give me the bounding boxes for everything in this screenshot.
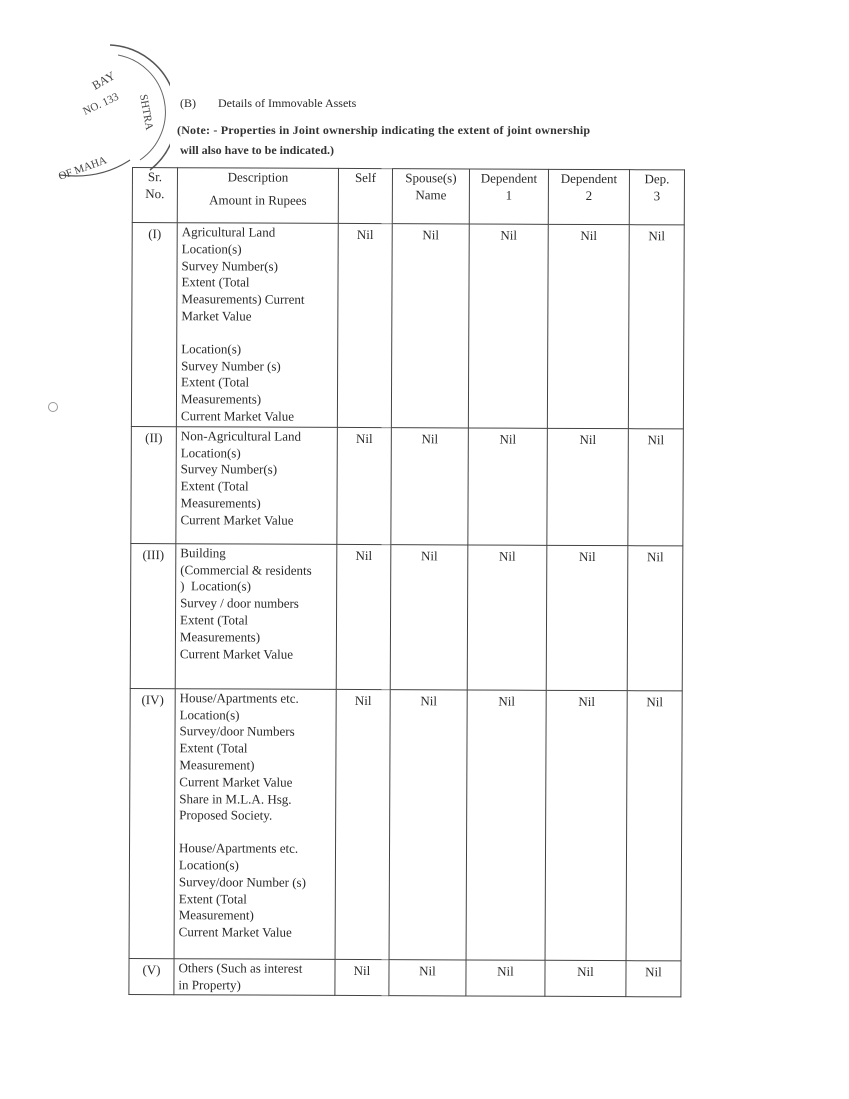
description-line: Survey / door numbers [180,595,299,611]
svg-text:NO. 133: NO. 133 [81,90,121,118]
description [176,426,338,544]
description-line: Current Market Value [180,408,295,424]
description-line: Extent (Total [178,890,247,907]
description [176,223,338,427]
description-line [181,325,333,342]
description-line: House/Apartments etc. [178,840,299,856]
description-line: in Property) [178,976,241,993]
description-line: Current Market Value [179,773,293,790]
value-cell: Nil [626,960,681,997]
value-cell: Nil [628,225,684,429]
description-line: Current Market Value [179,645,294,662]
value-cell: Nil [547,224,629,428]
col-sr: Sr. No. [132,168,177,223]
description-line: House/Apartments etc. [179,689,299,706]
value-cell: Nil [335,959,389,996]
sr-no: (III) [130,543,176,688]
description-line: Location(s) [179,706,240,723]
value-cell: Nil [547,428,629,545]
value-cell: Nil [626,690,682,960]
value-cell: Nil [337,223,392,427]
description-line: Survey Number (s) [181,357,281,374]
description-line: Extent (Total [181,274,250,290]
immovable-assets-table [128,167,685,998]
punch-hole-mark [48,402,58,412]
description [175,543,337,689]
description-line: Measurements) Current [181,291,305,307]
description-line: (Commercial & residents [180,561,312,578]
description-line: Survey/door Number (s) [178,873,307,890]
svg-text:OF MAHA: OF MAHA [56,154,109,183]
description-line: Survey Number(s) [180,461,278,477]
sr-no: (V) [129,958,174,995]
sr-no: (IV) [129,688,175,958]
table-row [130,543,683,690]
col-dependent-2: Dependent 2 [548,169,629,224]
description-line: Measurements) [180,495,261,511]
table-row [129,688,682,960]
description-line: Extent (Total [179,740,248,756]
col-spouse: Spouse(s) Name [392,169,469,224]
description-line: Others (Such as interest [178,959,303,976]
value-cell: Nil [337,427,392,544]
table-header-row [132,168,684,225]
col-description: Description Amount in Rupees [177,168,338,224]
description-line [179,824,331,841]
value-cell: Nil [390,544,468,689]
value-cell: Nil [545,690,627,960]
value-cell: Nil [389,959,466,996]
value-cell: Nil [466,690,546,960]
description-line: Location(s) [181,241,242,257]
description-line: Location(s) [180,444,241,461]
value-cell: Nil [468,428,548,545]
description-line: Extent (Total [181,374,250,390]
col-dependent-1: Dependent 1 [469,169,548,224]
col-dependent-3: Dep. 3 [629,170,684,225]
description-line: Market Value [181,308,252,324]
description-line: Measurement) [178,907,254,923]
value-cell: Nil [546,545,628,690]
description-line: Location(s) [181,340,242,357]
description-line: Extent (Total [180,478,249,494]
sr-no: (II) [131,426,177,543]
value-cell: Nil [627,545,683,690]
description-line: ) Location(s) [180,578,251,594]
description-line: Survey Number(s) [181,257,279,274]
description-line: Share in M.L.A. Hsg. [179,790,292,807]
official-seal-stamp [40,30,170,190]
description-line: Current Market Value [178,924,292,940]
description-line: Extent (Total [179,612,249,628]
value-cell: Nil [391,224,469,428]
section-title: Details of Immovable Assets [218,96,357,110]
description-line: Building [180,544,226,561]
description [174,958,335,995]
value-cell: Nil [335,689,390,959]
description-line: Measurement) [179,757,255,773]
value-cell: Nil [467,545,547,690]
table-row [131,223,684,429]
note-line-2: will also have to be indicated.) [180,143,335,157]
description-line: Non-Agricultural Land [180,427,302,444]
description-line: Agricultural Land [181,224,276,240]
description-line: Survey/door Numbers [179,723,295,740]
value-cell: Nil [389,689,467,959]
description [174,688,336,959]
table-row [129,958,681,997]
value-cell: Nil [391,427,469,544]
description-line: Location(s) [178,857,239,873]
value-cell: Nil [545,960,626,997]
table-row [131,426,684,545]
sr-no: (I) [131,223,177,427]
svg-text:BAY: BAY [89,68,118,93]
value-cell: Nil [468,224,548,428]
value-cell: Nil [628,428,684,545]
svg-text:SHTRA: SHTRA [137,93,156,132]
description-line: Proposed Society. [179,807,273,823]
description-line: Current Market Value [180,511,294,528]
col-self: Self [338,168,392,223]
section-heading [180,96,356,111]
note-line-1: (Note: - Properties in Joint ownership indicating the extent of joint ownership [177,123,591,137]
section-label: (B) [180,96,196,110]
value-cell: Nil [336,544,391,689]
description-line: Measurements) [180,391,262,407]
description-line: Measurements) [179,628,261,645]
value-cell: Nil [466,960,545,997]
